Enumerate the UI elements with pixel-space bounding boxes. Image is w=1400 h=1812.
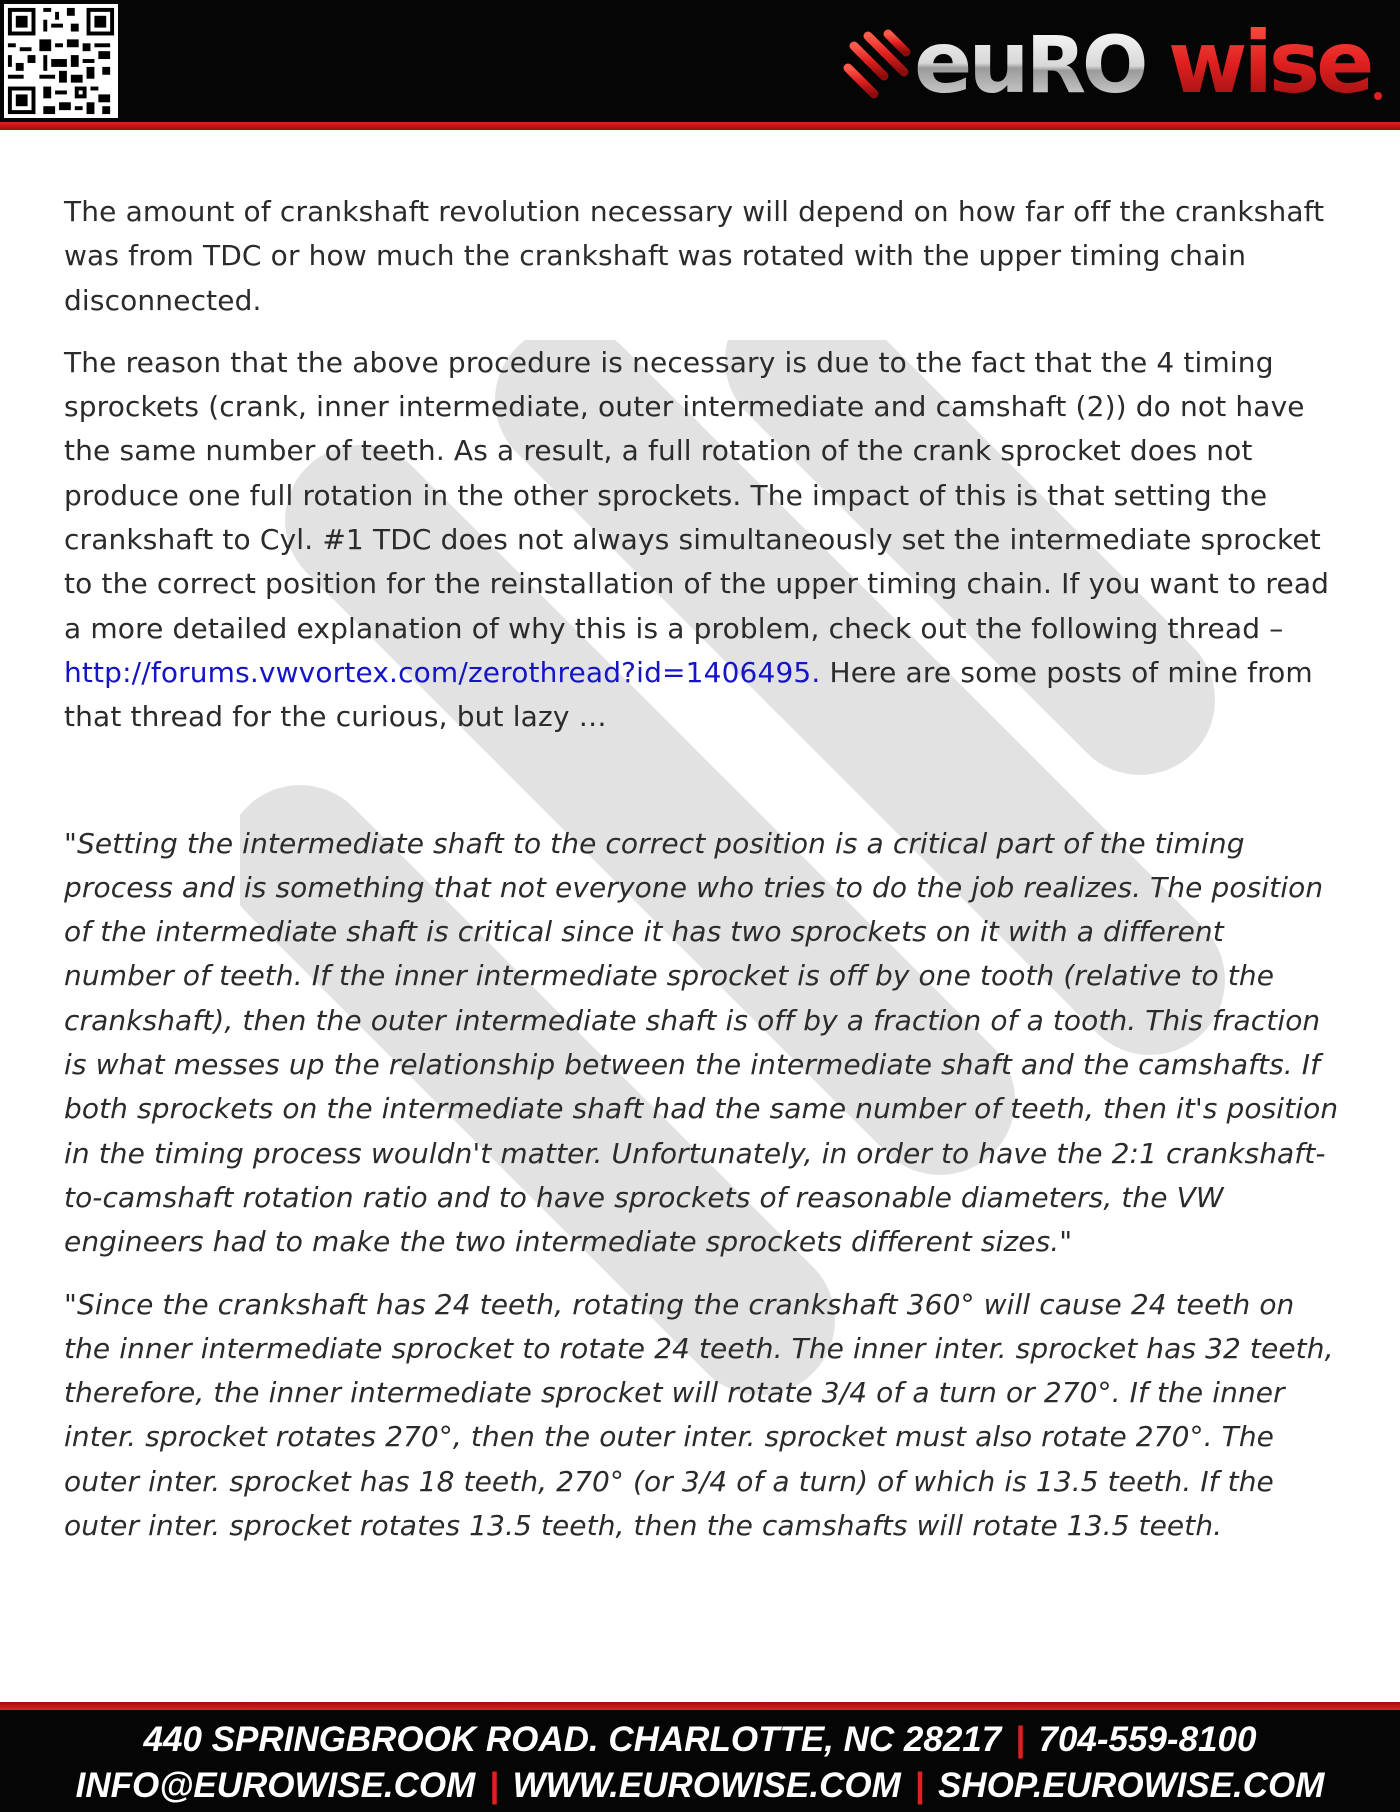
footer-website[interactable]: WWW.EUROWISE.COM xyxy=(512,1766,901,1805)
document-body xyxy=(64,190,1342,1566)
eurowise-logo xyxy=(836,10,1386,116)
svg-text:wise: wise xyxy=(1168,13,1371,113)
page-header xyxy=(0,0,1400,122)
footer-address-line xyxy=(0,1718,1400,1762)
paragraph-procedure-reason xyxy=(64,341,1342,740)
quote-intermediate-shaft: "Setting the intermediate shaft to the correct position is a critical part of the timing process and is something that not everyone who tries to do the job realizes. The position of the intermediate shaft is critical since it has two sprockets on it with a different number of teeth. If the inner intermediate sprocket is off by one tooth (relative to the crankshaft), then the outer intermediate shaft is off by a fraction of a tooth. This fraction is what messes up the relationship between the intermediate shaft and the camshafts. If both sprockets on the intermediate shaft had the same number of teeth, then it's position in the timing process wouldn't matter. Unfortunately, in order to have the 2:1 crankshaft-to-camshaft rotation ratio and to have sprockets of reasonable diameters, the VW engineers had to make the two intermediate sprockets different sizes." xyxy=(64,826,1339,1259)
paragraph-text-continued: Here are some posts of mine from that thread for the curious, but lazy … xyxy=(64,655,1313,734)
footer-address: 440 SPRINGBROOK ROAD. CHARLOTTE, NC 28217 xyxy=(143,1720,1002,1759)
svg-text:RO: RO xyxy=(1026,21,1145,111)
header-red-stripe xyxy=(0,122,1400,130)
footer-phone[interactable]: 704-559-8100 xyxy=(1038,1720,1257,1759)
footer-separator: | xyxy=(489,1766,499,1805)
footer-email[interactable]: INFO@EUROWISE.COM xyxy=(75,1766,476,1805)
svg-text:eu: eu xyxy=(914,13,1026,113)
page-footer xyxy=(0,1710,1400,1812)
paragraph-crankshaft-revolution: The amount of crankshaft revolution necessary will depend on how far off the crankshaft was from TDC or how much the crankshaft was rotated with the upper timing chain disconnected. xyxy=(64,195,1325,317)
quote-crankshaft-teeth: "Since the crankshaft has 24 teeth, rotating the crankshaft 360° will cause 24 teeth on the inner intermediate sprocket to rotate 24 teeth. The inner inter. sprocket has 32 teeth, therefore, the inner intermediate sprocket will rotate 3/4 of a turn or 270°. If the inner inter. sprocket rotates 270°, then the outer inter. sprocket must also rotate 270°. The outer inter. sprocket has 18 teeth, 270° (or 3/4 of a turn) of which is 13.5 teeth. If the outer inter. sprocket rotates 13.5 teeth, then the camshafts will rotate 13.5 teeth. xyxy=(64,1287,1334,1543)
footer-red-stripe xyxy=(0,1702,1400,1710)
footer-shop[interactable]: SHOP.EUROWISE.COM xyxy=(938,1766,1325,1805)
forum-thread-link[interactable]: http://forums.vwvortex.com/zerothread?id=1406495. xyxy=(64,655,821,689)
footer-separator: | xyxy=(1014,1720,1025,1759)
qr-code-icon xyxy=(4,4,118,118)
footer-separator: | xyxy=(914,1766,925,1805)
paragraph-text: The reason that the above procedure is necessary is due to the fact that the 4 timing sprockets (crank, inner intermediate, outer intermediate and camshaft (2)) do not have the same number of teeth. As a result, a full rotation of the crank sprocket does not produce one full rotation in the other sprockets. The impact of this is that setting the crankshaft to Cyl. #1 TDC does not always simultaneously set the intermediate sprocket to the correct position for the reinstallation of the upper timing chain. If you want to read a more detailed explanation of why this is a problem, check out the following thread – xyxy=(64,345,1330,645)
footer-contact-line xyxy=(0,1764,1400,1808)
